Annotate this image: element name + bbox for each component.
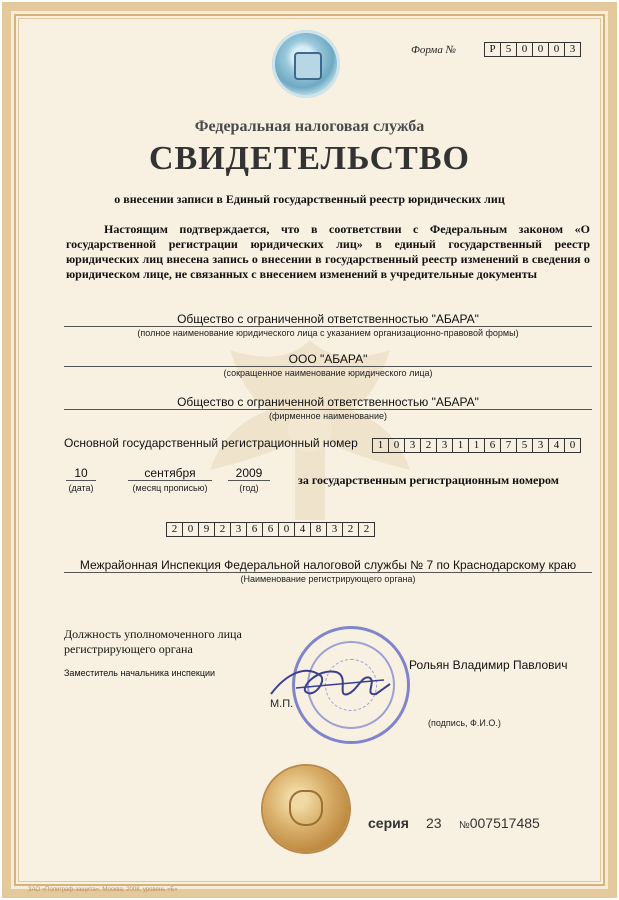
agency-heading: Федеральная налоговая служба (194, 118, 425, 135)
registration-number-label: за государственным регистрационным номером (298, 473, 559, 487)
registration-digit: 3 (327, 523, 343, 536)
registration-digit: 6 (247, 523, 263, 536)
registration-digit: 2 (215, 523, 231, 536)
signer-name: Рольян Владимир Павлович (409, 658, 568, 672)
date-day-caption: (дата) (68, 483, 94, 493)
registration-digit: 9 (199, 523, 215, 536)
form-code-digit: 0 (517, 43, 533, 56)
number-sign: № (459, 820, 470, 831)
date-day: 10 (66, 466, 96, 481)
firm-name-caption: (фирменное наименование) (269, 411, 387, 421)
registration-number-boxes (166, 522, 375, 537)
ogrn-digit: 3 (405, 439, 421, 452)
ogrn-digit: 3 (437, 439, 453, 452)
date-year-caption: (год) (239, 483, 259, 493)
ogrn-number-boxes (372, 438, 581, 453)
date-month: сентября (128, 466, 212, 481)
ogrn-digit: 1 (469, 439, 485, 452)
series-label: серия (368, 815, 409, 831)
signature-caption: (подпись, Ф.И.О.) (428, 718, 501, 728)
stamp-place-label: М.П. (270, 698, 294, 710)
document-subtitle: о внесении записи в Единый государственный реестр юридических лиц (114, 192, 505, 206)
short-name-value: ООО "АБАРА" (64, 352, 592, 367)
authorized-position-title: Должность уполномоченного лица регистрирующего органа (64, 627, 242, 656)
form-code-digit: 0 (533, 43, 549, 56)
ogrn-digit: 5 (517, 439, 533, 452)
registration-digit: 0 (279, 523, 295, 536)
form-number-label: Форма № (411, 44, 456, 56)
crest-icon (294, 52, 322, 80)
full-name-caption: (полное наименование юридического лица с указанием организационно-правовой формы) (137, 328, 519, 338)
paragraph-text: Настоящим подтверждается, что в соответствии с Федеральным законом «О государственной регистрации юридических лиц» в единый государственный реестр юридических лиц внесена запись о внесении в государственный реестр изменений в сведения о юридическом лице, не связанных с внесением изменений в учредительные документы (66, 222, 590, 281)
registering-authority-caption: (Наименование регистрирующего органа) (240, 574, 416, 584)
firm-name-value: Общество с ограниченной ответственностью "АБАРА" (64, 395, 592, 410)
ogrn-digit: 1 (373, 439, 389, 452)
form-code-digit: 0 (549, 43, 565, 56)
registration-digit: 0 (183, 523, 199, 536)
eagle-watermark-icon (170, 300, 450, 560)
registration-digit: 6 (263, 523, 279, 536)
ogrn-label: Основной государственный регистрационный номер (64, 436, 358, 450)
date-month-caption: (месяц прописью) (132, 483, 208, 493)
registering-authority-name: Межрайонная Инспекция Федеральной налоговой службы № 7 по Краснодарскому краю (64, 558, 592, 573)
series-value: 23 (426, 815, 442, 831)
confirmation-paragraph (66, 222, 590, 282)
registration-digit: 3 (231, 523, 247, 536)
ogrn-digit: 1 (453, 439, 469, 452)
registration-digit: 4 (295, 523, 311, 536)
ogrn-digit: 0 (569, 439, 576, 451)
eagle-emblem-icon (289, 790, 323, 826)
registration-digit: 2 (167, 523, 183, 536)
ogrn-digit: 6 (485, 439, 501, 452)
full-name-value: Общество с ограниченной ответственностью "АБАРА" (64, 312, 592, 327)
ogrn-digit: 3 (533, 439, 549, 452)
serial-number-value: 007517485 (469, 815, 540, 831)
ogrn-digit: 4 (549, 439, 565, 452)
date-year: 2009 (228, 466, 270, 481)
ogrn-digit: 2 (421, 439, 437, 452)
registration-digit: 2 (363, 523, 370, 535)
ogrn-digit: 0 (389, 439, 405, 452)
short-name-caption: (сокращенное наименование юридического лица) (223, 368, 433, 378)
authorized-position: Заместитель начальника инспекции (64, 668, 216, 678)
hologram-emblem-icon (272, 30, 340, 98)
form-code-digit: Р (485, 43, 501, 56)
form-number-boxes (484, 42, 581, 57)
ogrn-digit: 7 (501, 439, 517, 452)
gold-seal-icon (263, 766, 349, 852)
form-code-digit: 5 (501, 43, 517, 56)
registration-digit: 2 (343, 523, 359, 536)
document-title: СВИДЕТЕЛЬСТВО (149, 140, 470, 177)
form-code-digit: 3 (569, 43, 576, 55)
serial-number (459, 815, 540, 831)
registration-digit: 8 (311, 523, 327, 536)
printer-footer: ЗАО «Полиграф-защита», Москва, 2008, уровень «Б» (28, 887, 178, 893)
